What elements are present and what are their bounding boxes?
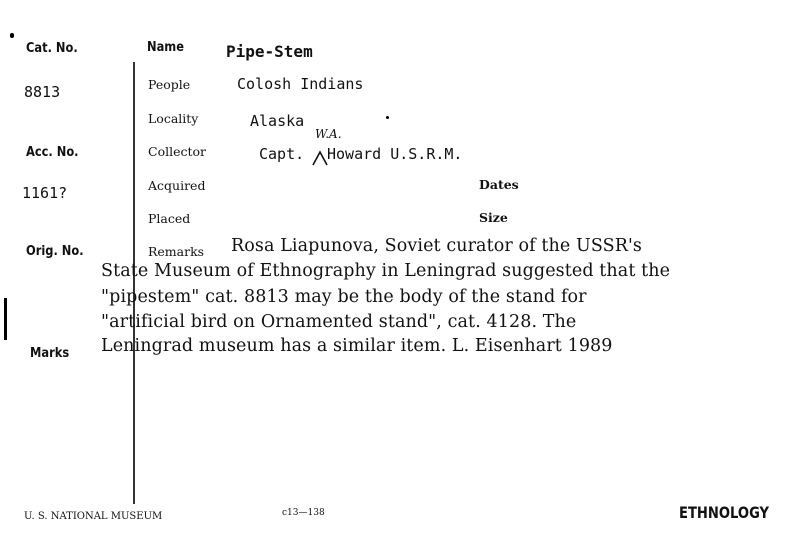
museum-footer: U. S. NATIONAL MUSEUM	[24, 511, 163, 522]
vertical-rule	[133, 62, 135, 504]
cat-no-value: 8813	[24, 83, 61, 101]
size-label: Size	[479, 210, 508, 225]
cat-no-label: Cat. No.	[26, 41, 78, 56]
remarks-line: Rosa Liapunova, Soviet curator of the USSR's	[231, 236, 642, 256]
acquired-label: Acquired	[148, 178, 206, 193]
margin-tick-mark	[4, 298, 7, 340]
remarks-label: Remarks	[148, 244, 205, 259]
collector-handwritten-insert: W.A.	[315, 127, 342, 141]
remarks-line: "artificial bird on Ornamented stand", cat. 4128. The	[101, 312, 577, 332]
remarks-line: Leningrad museum has a similar item. L. Eisenhart 1989	[101, 336, 613, 356]
people-label: People	[148, 77, 191, 92]
collector-prefix: Capt.	[259, 145, 305, 163]
name-label: Name	[147, 40, 184, 55]
collector-rest: Howard U.S.R.M.	[327, 145, 463, 163]
orig-no-label: Orig. No.	[26, 244, 84, 259]
marks-label: Marks	[30, 346, 70, 361]
collector-label: Collector	[148, 144, 207, 159]
acc-no-label: Acc. No.	[26, 145, 79, 160]
remarks-line: State Museum of Ethnography in Leningrad suggested that the	[101, 261, 671, 281]
name-value: Pipe-Stem	[226, 42, 313, 61]
department-footer: ETHNOLOGY	[679, 503, 770, 522]
locality-label: Locality	[148, 111, 199, 126]
form-code: c13—138	[282, 508, 325, 518]
ink-dot	[386, 116, 389, 119]
acc-no-value: 1161?	[22, 184, 68, 202]
ink-dot	[10, 33, 14, 38]
people-value: Colosh Indians	[237, 75, 364, 93]
placed-label: Placed	[148, 211, 191, 226]
dates-label: Dates	[479, 177, 519, 192]
remarks-line: "pipestem" cat. 8813 may be the body of the stand for	[101, 287, 587, 307]
locality-value: Alaska	[250, 112, 305, 130]
